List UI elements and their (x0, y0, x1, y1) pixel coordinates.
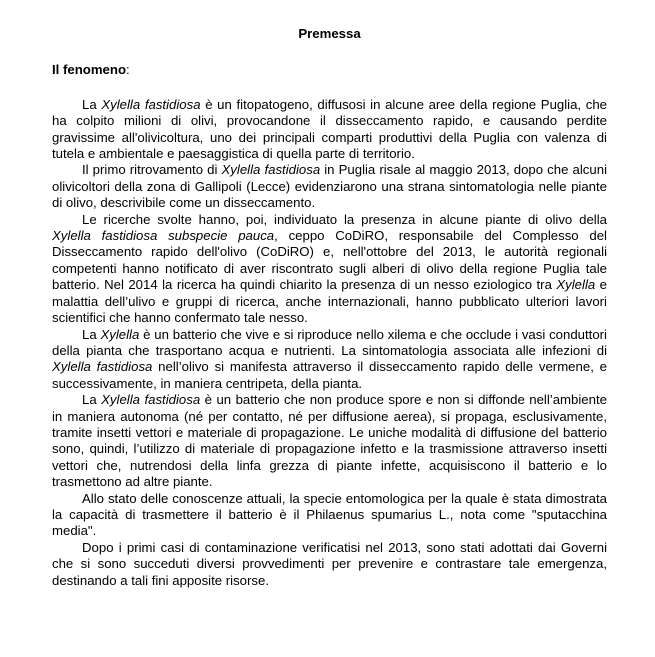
text-run: La (82, 96, 102, 112)
section-heading-colon: : (126, 62, 130, 78)
text-run: La (82, 392, 102, 408)
text-run: Le ricerche svolte hanno, poi, individuato la presenza in alcune piante di olivo della (82, 211, 607, 227)
text-run: è un fitopatogeno, diffusosi in alcune aree della regione Puglia, che ha colpito milioni di olivi, provocandone il disseccamento rapido, e causando perdite gravissime all'olivicoltura, uno dei principali comparti produttivi della Puglia con valenza di tutela e ambientale e paesaggistica di quella parte di territorio. (52, 96, 607, 162)
text-run: in Puglia risale al maggio 2013, dopo che alcuni olivicoltori della zona di Gallipoli (Lecce) evidenziarono una strana sintomatologia nelle piante di olivo, descrivibile come un disseccamento. (52, 162, 607, 211)
text-run: Dopo i primi casi di contaminazione verificatisi nel 2013, sono stati adottati dai Governi che si sono succeduti diversi provvedimenti per prevenire e contrastare tale emergenza, destinando a tali fini apposite risorse. (52, 539, 607, 588)
paragraph (52, 212, 607, 327)
paragraph (52, 392, 607, 490)
paragraph (52, 97, 607, 163)
text-run: , ceppo CoDiRO, responsabile del Complesso del Disseccamento rapido dell'olivo (CoDiRO) e, nell'ottobre del 2013, le autorità regionali competenti hanno notificato di aver riscontrato sugli alberi di olivo della regione Puglia tale batterio. Nel 2014 la ricerca ha quindi chiarito la presenza di un nesso eziologico tra (52, 228, 607, 293)
body-text (52, 97, 607, 589)
italic-text-run: Xylella fastidiosa (101, 96, 201, 112)
italic-text-run: Xylella fastidiosa (221, 162, 321, 178)
paragraph (52, 491, 607, 540)
text-run: è un batterio che vive e si riproduce nello xilema e che occlude i vasi conduttori della pianta che trasportano acqua e nutrienti. La sintomatologia associata alle infezioni di (52, 326, 607, 358)
italic-text-run: Xylella (100, 326, 140, 342)
page-title: Premessa (298, 26, 361, 41)
text-run: Il primo ritrovamento di (82, 162, 222, 178)
italic-text-run: Xylella fastidiosa (101, 392, 201, 408)
paragraph (52, 540, 607, 589)
text-run: nell’olivo si manifesta attraverso il disseccamento rapido delle vermene, e successivamente, in maniera centripeta, della pianta. (52, 359, 607, 391)
text-run: è un batterio che non produce spore e non si diffonde nell’ambiente in maniera autonoma (né per contatto, né per diffusione aerea), si propaga, esclusivamente, tramite insetti vettori e materiale di propagazione. Le uniche modalità di diffusione del batterio sono, quindi, l’utilizzo di materiale di propagazione infetto e la trasmissione attraverso insetti vettori che, nutrendosi della linfa grezza di piante infette, acquisiscono il batterio e lo trasmettono ad altre piante. (52, 392, 607, 490)
paragraph (52, 327, 607, 393)
text-run: e malattia dell’ulivo e gruppi di ricerca, anche internazionali, hanno pubblicato ulteriori lavori scientifici che hanno confermato tale nesso. (52, 277, 607, 326)
italic-text-run: Xylella fastidiosa subspecie pauca (52, 228, 275, 244)
text-run: La (82, 326, 101, 342)
document-page (52, 26, 607, 589)
text-run: Allo stato delle conoscenze attuali, la specie entomologica per la quale è stata dimostrata la capacità di trasmettere il batterio è il Philaenus spumarius L., nota come "sputacchina media". (52, 490, 607, 539)
italic-text-run: Xylella fastidiosa (52, 359, 153, 375)
section-heading (52, 62, 607, 78)
paragraph (52, 162, 607, 211)
section-heading-text: Il fenomeno (52, 62, 126, 78)
italic-text-run: Xylella (556, 277, 596, 293)
